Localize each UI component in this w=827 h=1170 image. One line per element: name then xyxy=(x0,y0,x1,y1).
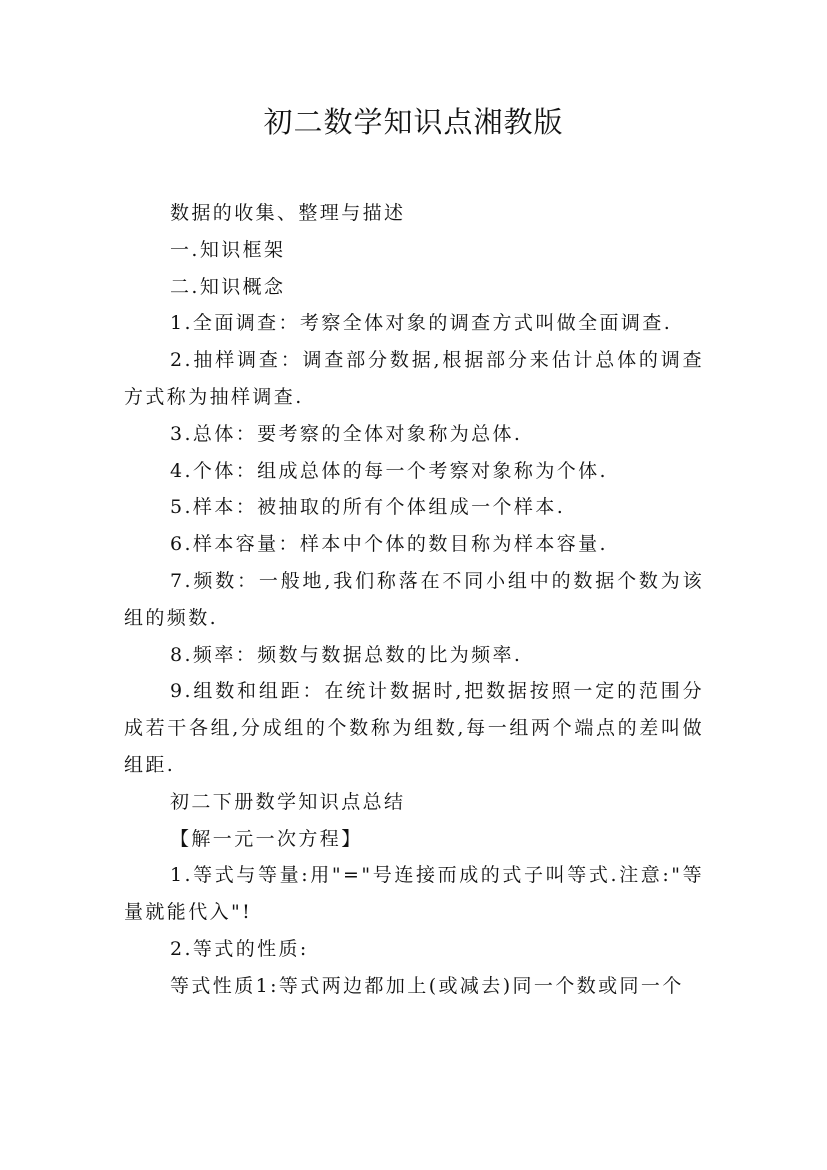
document-body xyxy=(124,195,704,1005)
paragraph: 初二下册数学知识点总结 xyxy=(170,790,406,813)
paragraph: 2.抽样调查：调查部分数据,根据部分来估计总体的调查方式称为抽样调查. xyxy=(124,349,704,408)
paragraph: 1.全面调查：考察全体对象的调查方式叫做全面调查. xyxy=(170,312,673,335)
paragraph: 3.总体：要考察的全体对象称为总体. xyxy=(170,422,523,445)
paragraph: 【解一元一次方程】 xyxy=(170,827,363,850)
paragraph: 5.样本：被抽取的所有个体组成一个样本. xyxy=(170,496,566,519)
paragraph: 9.组数和组距：在统计数据时,把数据按照一定的范围分成若干各组,分成组的个数称为组数,每一组两个端点的差叫做组距. xyxy=(124,680,704,776)
paragraph: 4.个体：组成总体的每一个考察对象称为个体. xyxy=(170,459,608,482)
paragraph: 8.频率：频数与数据总数的比为频率. xyxy=(170,643,523,666)
paragraph: 2.等式的性质: xyxy=(170,937,309,960)
paragraph: 等式性质1:等式两边都加上(或减去)同一个数或同一个 xyxy=(170,974,684,997)
paragraph: 二.知识概念 xyxy=(170,275,286,298)
paragraph: 1.等式与等量:用"="号连接而成的式子叫等式.注意:"等量就能代入"! xyxy=(124,864,704,924)
document-title: 初二数学知识点湘教版 xyxy=(263,105,564,139)
paragraph: 一.知识框架 xyxy=(170,238,286,261)
paragraph: 6.样本容量：样本中个体的数目称为样本容量. xyxy=(170,533,608,556)
paragraph: 数据的收集、整理与描述 xyxy=(170,202,406,224)
paragraph: 7.频数：一般地,我们称落在不同小组中的数据个数为该组的频数. xyxy=(124,569,704,629)
